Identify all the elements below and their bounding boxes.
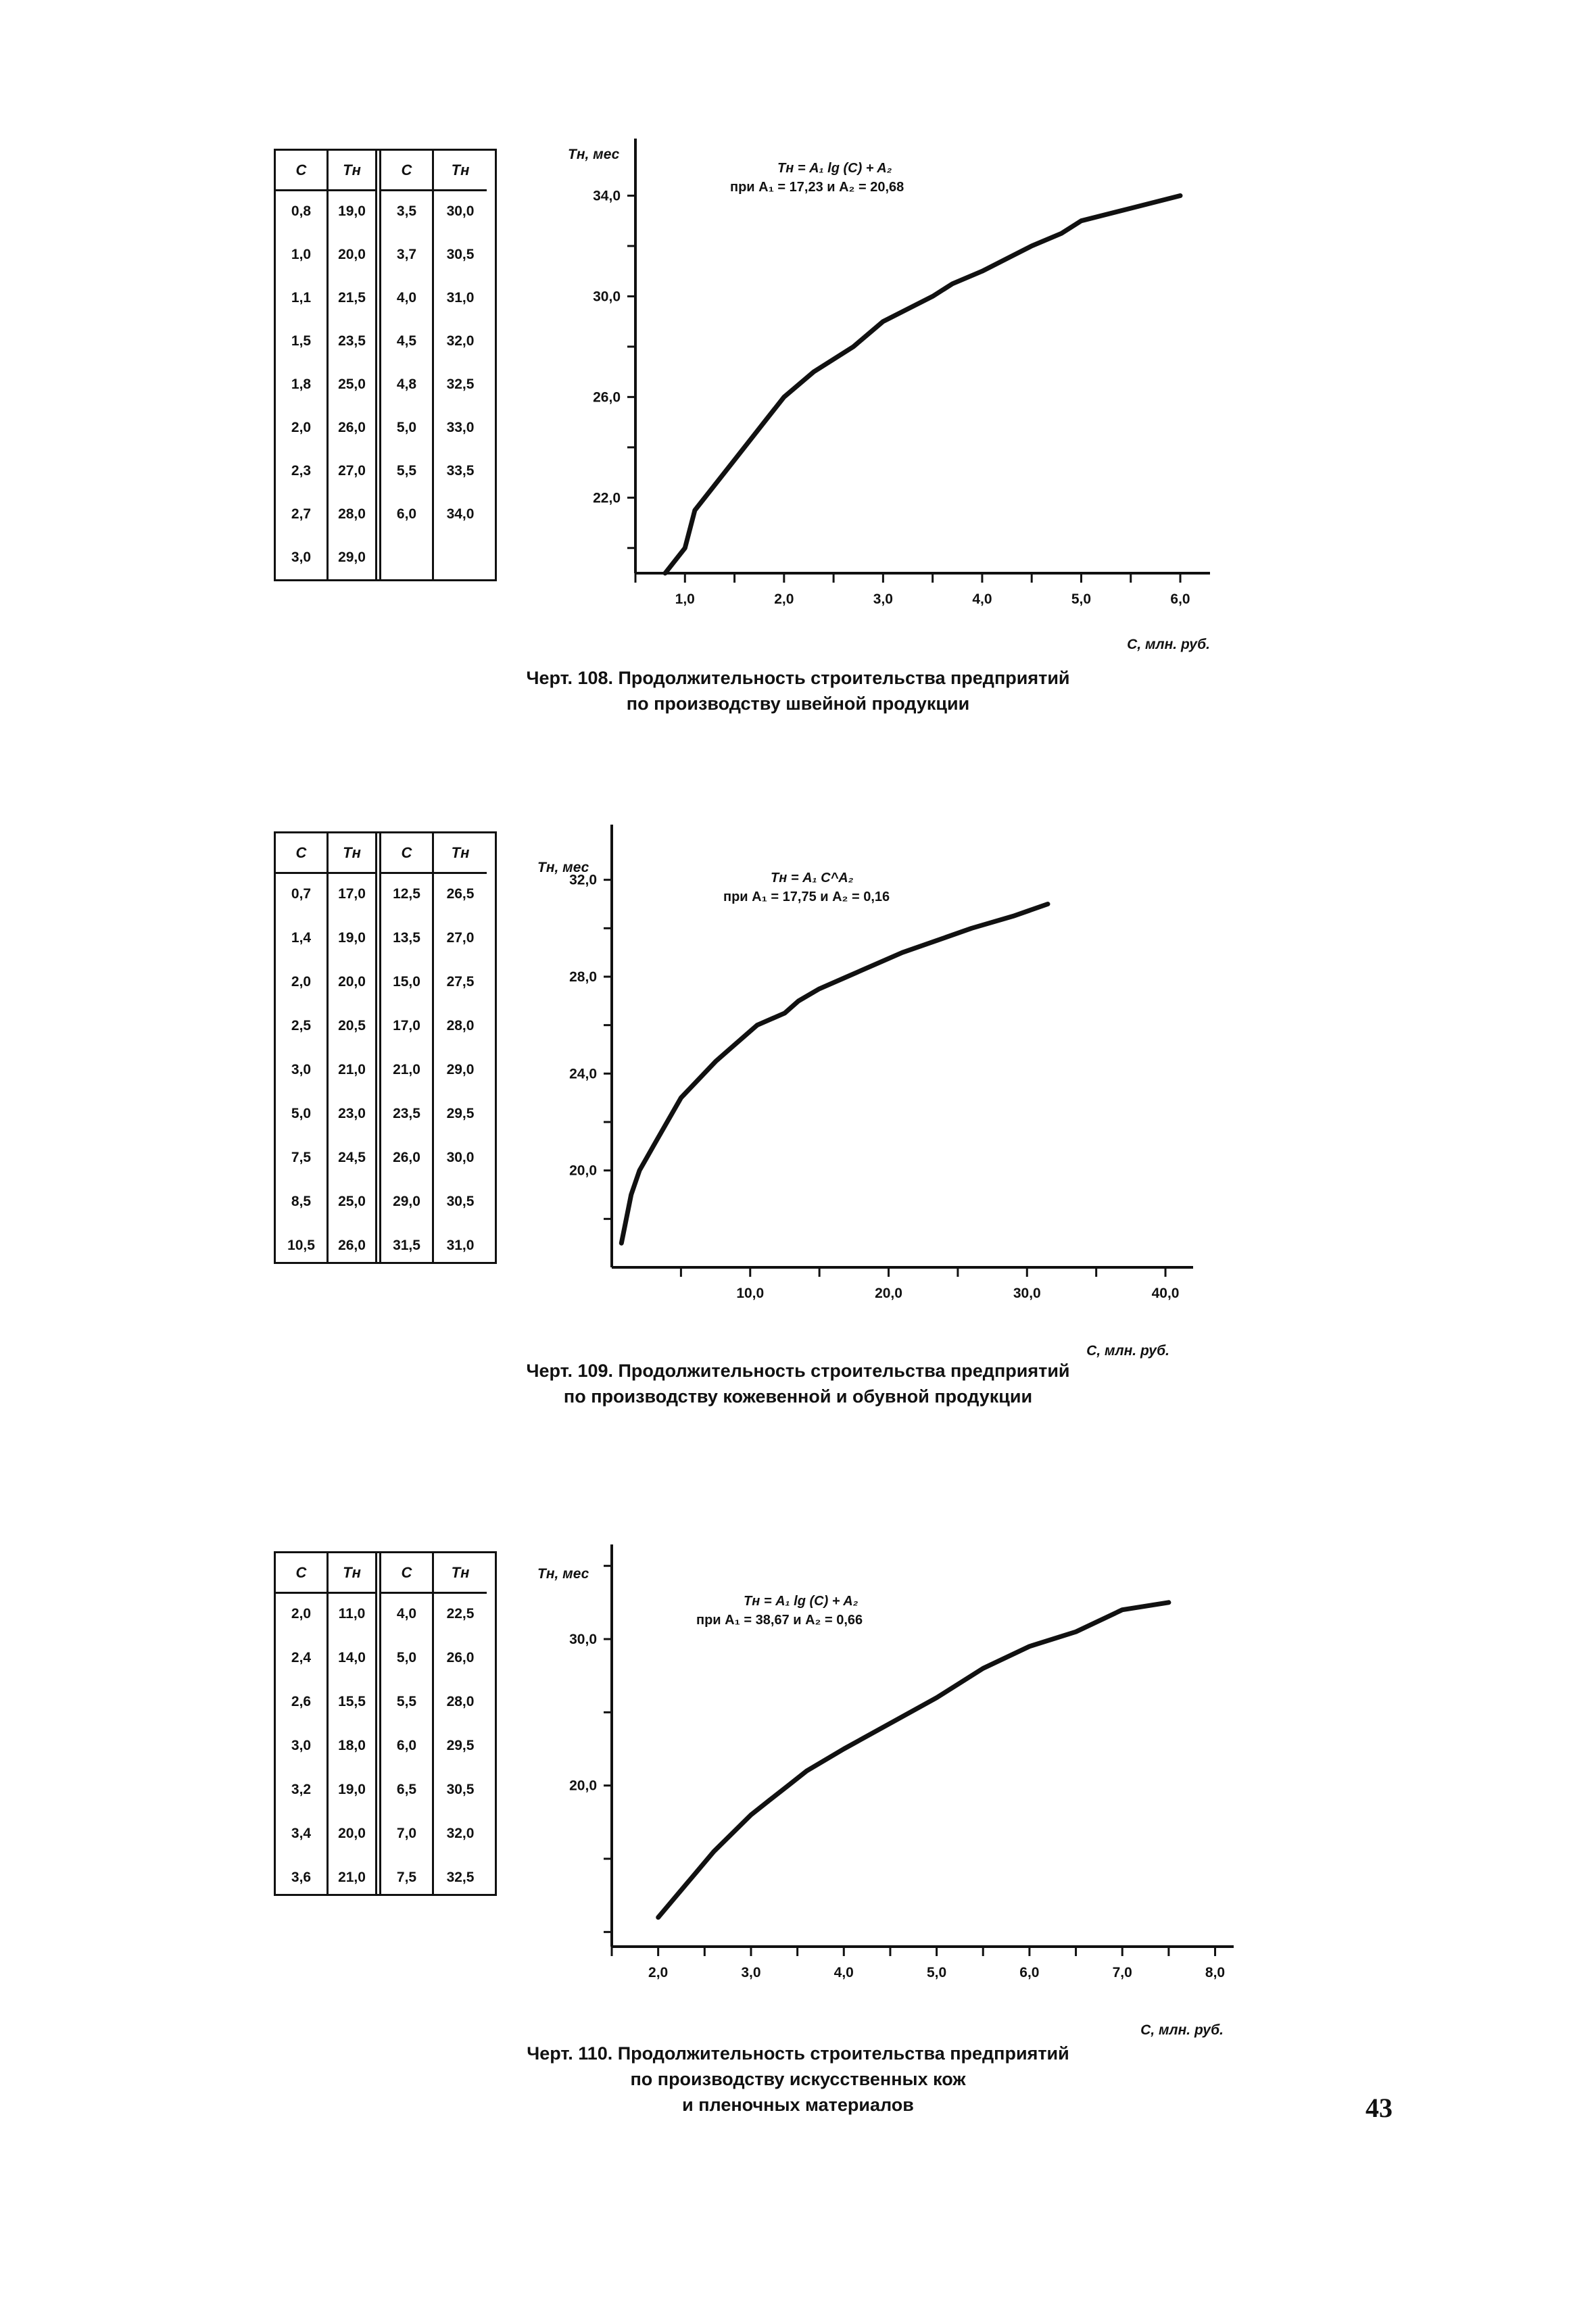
table-header: Tн [329,833,375,874]
table-cell: 30,5 [446,247,475,262]
table-cell: 5,0 [396,1650,417,1665]
table-cell: 30,5 [446,1194,475,1209]
x-tick-label: 1,0 [675,591,695,607]
x-tick-label: 6,0 [1170,591,1190,607]
caption-110 [0,2041,1596,2118]
table-cell: 24,5 [338,1150,366,1165]
table-cell: 13,5 [393,930,420,946]
y-tick-label: 28,0 [569,969,597,985]
data-curve [621,904,1048,1244]
chart-block-109 [0,771,1596,1446]
table-cell: 17,0 [338,886,366,902]
table-header: Tн [329,1553,375,1594]
table-cell: 1,1 [291,290,312,306]
x-tick-label: 6,0 [1019,1965,1040,1980]
table-cell: 7,5 [291,1150,312,1165]
formula-equation: Tн = A₁ lg (C) + A₂ [777,161,892,176]
table-header: C [276,833,327,874]
x-axis-label: C, млн. руб. [1140,2022,1224,2038]
x-tick-label: 20,0 [875,1286,902,1301]
table-cell: 21,5 [338,290,366,306]
table-cell: 27,0 [446,930,475,946]
table-cell: 20,0 [338,1826,366,1841]
table-cell: 30,0 [446,1150,475,1165]
table-cell: 32,0 [446,1826,475,1841]
table-cell: 0,8 [291,203,312,219]
table-cell: 32,5 [446,1870,475,1885]
table-cell: 6,0 [396,506,417,522]
table-cell: 7,0 [396,1826,417,1841]
table-cell: 6,0 [396,1738,417,1753]
x-tick-label: 3,0 [873,591,893,607]
x-tick-label: 2,0 [774,591,794,607]
x-tick-label: 4,0 [972,591,992,607]
data-curve [658,1603,1169,1918]
table-cell: 1,4 [291,930,312,946]
table-cell: 21,0 [338,1870,366,1885]
table-cell: 2,3 [291,463,312,479]
table-cell: 25,0 [338,1194,366,1209]
table-cell: 26,0 [393,1150,420,1165]
table-cell: 5,0 [291,1106,312,1121]
table-cell: 2,4 [291,1650,312,1665]
caption-line: по производству швейной продукции [626,693,970,714]
chart-block-110 [0,1521,1596,2197]
table-cell: 3,7 [396,247,417,262]
x-tick-label: 30,0 [1013,1286,1041,1301]
y-tick-label: 20,0 [569,1163,597,1179]
table-cell: 12,5 [393,886,420,902]
table-cell: 4,8 [396,376,417,392]
table-cell: 10,5 [287,1238,315,1253]
table-cell: 2,7 [291,506,312,522]
table-cell: 17,0 [393,1018,420,1033]
table-header: Tн [434,151,487,191]
table-cell: 2,0 [291,1606,312,1622]
table-cell: 20,0 [338,247,366,262]
table-header: C [276,151,327,191]
table-cell: 14,0 [338,1650,366,1665]
chart-block-108 [0,0,1596,714]
table-cell: 32,0 [446,333,475,349]
formula-parameters: при A₁ = 17,75 и A₂ = 0,16 [723,890,890,904]
table-cell: 33,0 [446,420,475,435]
table-cell: 28,0 [446,1694,475,1709]
table-cell: 26,0 [338,1238,366,1253]
table-cell: 19,0 [338,1782,366,1797]
x-axis-label: C, млн. руб. [1086,1343,1169,1359]
table-cell: 2,6 [291,1694,312,1709]
caption-108 [0,666,1596,717]
table-header: Tн [434,1553,487,1594]
table-cell: 1,8 [291,376,312,392]
table-cell: 18,0 [338,1738,366,1753]
table-cell: 20,5 [338,1018,366,1033]
y-axis-label: Tн, мес [537,1566,589,1582]
table-cell: 2,0 [291,974,312,990]
table-cell: 2,5 [291,1018,312,1033]
formula-parameters: при A₁ = 38,67 и A₂ = 0,66 [696,1613,863,1628]
table-cell: 3,0 [291,550,312,565]
table-cell: 31,0 [446,290,475,306]
table-cell: 3,0 [291,1738,312,1753]
caption-109 [0,1359,1596,1410]
formula-equation: Tн = A₁ C^A₂ [771,871,854,885]
caption-line: по производству кожевенной и обувной продукции [563,1386,1033,1407]
table-cell: 8,5 [291,1194,312,1209]
caption-line: и пленочных материалов [682,2094,914,2115]
table-cell: 26,5 [446,886,475,902]
table-cell: 25,0 [338,376,366,392]
chart-109 [0,771,1596,1446]
y-tick-label: 34,0 [593,188,621,204]
y-tick-label: 26,0 [593,389,621,406]
table-cell: 28,0 [446,1018,475,1033]
table-cell: 31,0 [446,1238,475,1253]
table-cell: 19,0 [338,930,366,946]
table-cell: 3,6 [291,1870,312,1885]
table-cell: 19,0 [338,203,366,219]
table-cell: 5,0 [396,420,417,435]
table-cell: 4,0 [396,1606,417,1622]
table-cell: 29,5 [446,1106,475,1121]
table-cell: 1,5 [291,333,312,349]
y-tick-label: 22,0 [593,490,621,506]
table-cell: 3,4 [291,1826,312,1841]
table-cell: 1,0 [291,247,312,262]
table-cell: 27,5 [446,974,475,990]
x-axis-label: C, млн. руб. [1127,637,1210,652]
table-cell: 6,5 [396,1782,417,1797]
table-cell: 3,2 [291,1782,312,1797]
x-tick-label: 7,0 [1112,1965,1132,1980]
table-cell: 27,0 [338,463,366,479]
caption-line: Черт. 108. Продолжительность строительства предприятий [526,668,1070,688]
table-cell: 4,5 [396,333,417,349]
caption-line: Черт. 110. Продолжительность строительства предприятий [527,2043,1069,2064]
table-cell: 34,0 [446,506,475,522]
x-tick-label: 5,0 [1071,591,1092,607]
y-axis-label: Tн, мес [568,147,620,162]
y-tick-label: 30,0 [593,289,621,305]
x-tick-label: 5,0 [926,1965,947,1980]
table-cell: 20,0 [338,974,366,990]
caption-line: по производству искусственных кож [630,2068,966,2089]
table-cell: 26,0 [446,1650,475,1665]
table-cell: 3,5 [396,203,417,219]
table-cell: 32,5 [446,376,475,392]
table-cell: 5,5 [396,463,417,479]
x-tick-label: 2,0 [648,1965,669,1980]
chart-108 [0,0,1596,676]
table-cell: 4,0 [396,290,417,306]
table-cell: 28,0 [338,506,366,522]
x-tick-label: 4,0 [833,1965,854,1980]
x-tick-label: 3,0 [741,1965,761,1980]
table-cell: 15,5 [338,1694,366,1709]
table-cell: 15,0 [393,974,420,990]
table-cell: 26,0 [338,420,366,435]
table-header: Tн [434,833,487,874]
table-cell: 29,0 [393,1194,420,1209]
table-cell: 22,5 [446,1606,475,1622]
table-cell: 23,0 [338,1106,366,1121]
x-tick-label: 10,0 [736,1286,765,1301]
table-cell: 3,0 [291,1062,312,1077]
y-tick-label: 24,0 [569,1066,597,1082]
table-header: C [381,151,432,191]
table-cell: 30,5 [446,1782,475,1797]
table-header: C [381,1553,432,1594]
table-cell: 23,5 [338,333,366,349]
table-cell: 29,0 [338,550,366,565]
table-header: C [381,833,432,874]
table-cell: 7,5 [396,1870,417,1885]
page-number: 43 [1365,2093,1393,2123]
table-cell: 29,5 [446,1738,475,1753]
table-cell: 31,5 [393,1238,420,1253]
table-cell: 33,5 [446,463,475,479]
y-tick-label: 30,0 [569,1632,597,1647]
x-tick-label: 8,0 [1205,1965,1226,1980]
formula-equation: Tн = A₁ lg (C) + A₂ [744,1594,859,1609]
table-cell: 21,0 [393,1062,420,1077]
table-cell: 0,7 [291,886,312,902]
table-cell: 23,5 [393,1106,420,1121]
table-header: Tн [329,151,375,191]
formula-parameters: при A₁ = 17,23 и A₂ = 20,68 [730,180,904,195]
y-axis-label: Tн, мес [537,860,589,875]
caption-line: Черт. 109. Продолжительность строительства предприятий [526,1361,1070,1381]
y-tick-label: 20,0 [569,1778,597,1794]
table-cell: 11,0 [338,1606,366,1622]
table-header: C [276,1553,327,1594]
x-tick-label: 40,0 [1151,1286,1180,1301]
y-tick-label: 32,0 [569,872,597,888]
table-cell: 2,0 [291,420,312,435]
table-cell: 5,5 [396,1694,417,1709]
table-cell: 30,0 [446,203,475,219]
table-cell: 29,0 [446,1062,475,1077]
table-cell: 21,0 [338,1062,366,1077]
data-curve [665,196,1180,574]
